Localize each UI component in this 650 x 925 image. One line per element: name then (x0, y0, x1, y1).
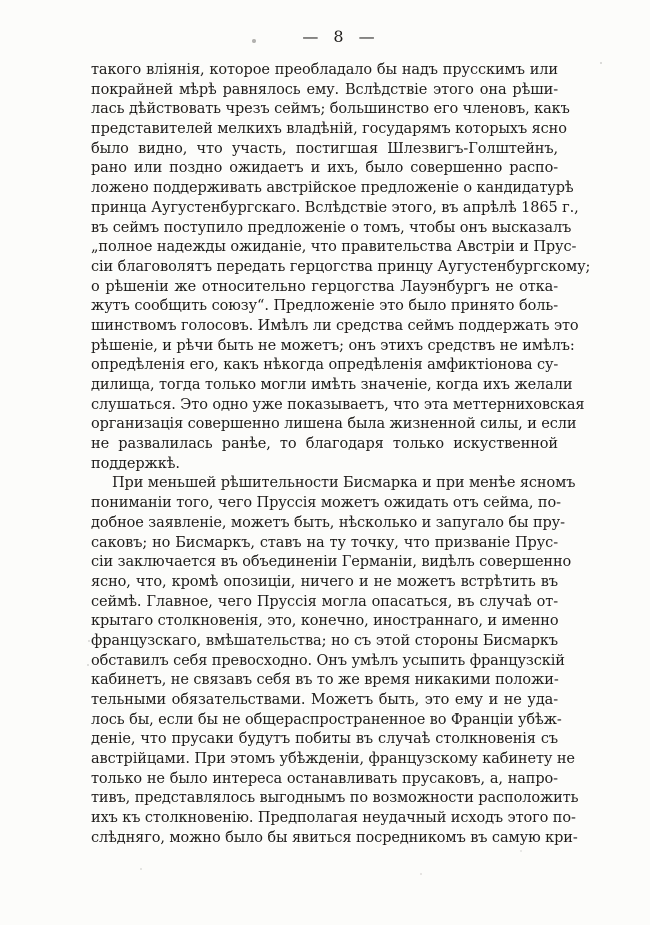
text-line: ясно, что, кромѣ опозиціи, ничего и не можетъ встрѣтить въ (91, 573, 558, 590)
paragraph (91, 474, 579, 848)
text-line: рѣшеніе, и рѣчи быть не можетъ; онъ этихъ средствъ не имѣлъ: (91, 337, 575, 354)
text-line: ихъ къ столкновенію. Предполагая неудачный исходъ этого по- (91, 810, 576, 827)
text-line: саковъ; но Бисмаркъ, ставъ на ту точку, что призваніе Прус- (91, 534, 558, 551)
page-number-header: — 8 — (302, 27, 376, 46)
text-line: тельными обязательствами. Можетъ быть, это ему и не уда- (91, 692, 558, 708)
text-line: крытаго столкновенія, это, конечно, иностраннаго, и именно (91, 613, 559, 630)
text-line: слушаться. Это одно уже показываетъ, что эта меттерниховская (91, 396, 585, 413)
text-line: принца Аугустенбургскаго. Вслѣдствіе этого, въ апрѣлѣ 1865 г., (91, 199, 579, 216)
text-line: въ сеймъ поступило предложеніе о томъ, чтобы онъ высказалъ (91, 219, 572, 236)
text-line: добное заявленіе, можетъ быть, нѣсколько и запугало бы пру- (91, 514, 565, 531)
text-line: тивъ, представлялось выгоднымъ по возможности расположить (91, 790, 579, 807)
text-line: „полное надежды ожиданіе, что правительства Австріи и Прус- (91, 239, 577, 256)
text-line: опредѣленія его, какъ нѣкогда опредѣленія амфиктіонова су- (91, 357, 559, 374)
text-line: такого вліянія, которое преобладало бы надъ прусскимъ или (91, 62, 558, 78)
text-line: слѣдняго, можно было бы явиться посредникомъ въ самую кри- (91, 829, 578, 846)
text-line: лась дѣйствовать чрезъ сеймъ; большинство его членовъ, какъ (91, 101, 570, 118)
text-line: сіи благоволятъ передать герцогства принцу Аугустенбургскому; (91, 258, 591, 275)
text-line: только не было интереса останавливать прусаковъ, а, напро- (91, 770, 558, 787)
text-line: пониманіи того, чего Пруссія можетъ ожидать отъ сейма, по- (91, 495, 561, 512)
text-line: ложено поддерживать австрійское предложеніе о кандидатурѣ (91, 180, 574, 197)
scan-noise-specks (0, 0, 2, 2)
paragraph (91, 61, 591, 474)
text-line: жутъ сообщить союзу“. Предложеніе это было принято боль- (91, 298, 558, 315)
page-text-block (91, 61, 591, 849)
text-line: австрійцами. При этомъ убѣжденіи, французскому кабинету не (91, 751, 575, 768)
text-line: кабинетъ, не связавъ себя въ то же время никакими положи- (91, 672, 559, 689)
text-line: рано или поздно ожидаетъ и ихъ, было совершенно распо- (91, 160, 558, 177)
text-line: обставилъ себя превосходно. Онъ умѣлъ усыпить французскій (91, 652, 565, 669)
text-line: лось бы, если бы не общераспространенное во Франціи убѣж- (91, 711, 562, 728)
text-line: сеймѣ. Главное, чего Пруссія могла опасаться, въ случаѣ от- (91, 593, 558, 610)
text-line: При меньшей рѣшительности Бисмарка и при менѣе ясномъ (112, 475, 576, 492)
text-line: поддержкѣ. (91, 455, 180, 472)
text-line: дилища, тогда только могли имѣть значеніе, когда ихъ желали (91, 377, 573, 393)
text-line: шинствомъ голосовъ. Имѣлъ ли средства сеймъ поддержать это (91, 317, 579, 334)
text-line: о рѣшеніи же относительно герцогства Лауэнбургъ не отка- (91, 278, 558, 295)
text-line: деніе, что прусаки будутъ побиты въ случаѣ столкновенія съ (91, 731, 558, 748)
text-line: французскаго, вмѣшательства; но съ этой стороны Бисмаркъ (91, 632, 558, 649)
text-line: не развалилась ранѣе, то благодаря только искуственной (91, 436, 558, 453)
text-line: было видно, что участь, постигшая Шлезвигъ-Голштейнъ, (91, 140, 558, 157)
text-line: организація совершенно лишена была жизненной силы, и если (91, 416, 577, 433)
text-line: представителей мелкихъ владѣній, государямъ которыхъ ясно (91, 121, 567, 138)
text-line: покрайней мѣрѣ равнялось ему. Вслѣдствіе этого она рѣши- (91, 81, 558, 98)
text-line: сіи заключается въ объединеніи Германіи, видѣлъ совершенно (91, 554, 572, 571)
